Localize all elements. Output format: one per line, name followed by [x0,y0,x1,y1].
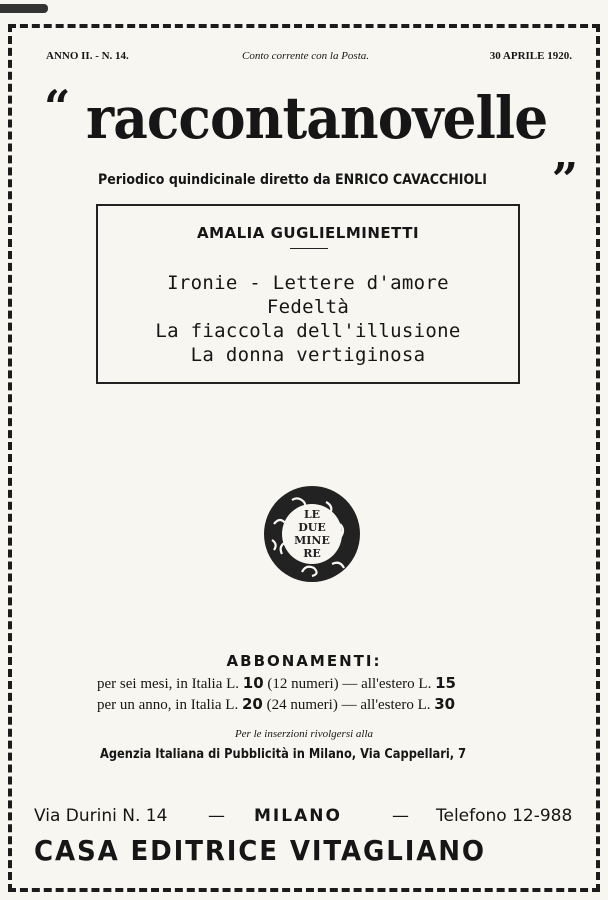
address-city: MILANO [254,806,342,826]
logo-text-line: LE [303,508,321,521]
address-separator: — [392,806,409,826]
subscription-line: per un anno, in Italia L. 20 (24 numeri) — all'estero L. 30 [97,695,456,713]
logo-text-line: MINE [294,534,330,547]
feature-work: La fiaccola dell'illusione [155,320,461,342]
logo-text-line: DUE [298,521,326,534]
logo-text-line: RE [303,547,321,560]
feature-box [96,204,520,384]
corner-mark [0,4,48,13]
address-phone: Telefono 12-988 [436,806,573,826]
decorative-emblem-icon [262,484,362,584]
magazine-subtitle: Periodico quindicinale diretto da ENRICO CAVACCHIOLI [98,172,487,188]
divider [290,248,328,249]
subscriptions-title: ABBONAMENTI: [226,652,382,670]
feature-work: La donna vertiginosa [190,344,426,366]
publisher-name: CASA EDITRICE VITAGLIANO [34,834,486,867]
open-quote: “ [44,80,71,134]
close-quote: „ [552,126,579,180]
issue-date: 30 APRILE 1920. [489,50,572,62]
ads-agency: Agenzia Italiana di Pubblicità in Milano, Via Cappellari, 7 [100,747,467,762]
address-street: Via Durini N. 14 [34,806,168,826]
feature-work: Ironie - Lettere d'amore [167,272,449,294]
address-separator: — [208,806,225,826]
postal-note: Conto corrente con la Posta. [242,50,369,62]
issue-number: ANNO II. - N. 14. [46,50,129,62]
subscription-line: per sei mesi, in Italia L. 10 (12 numeri) — all'estero L. 15 [97,674,456,692]
feature-work: Fedeltà [266,296,350,318]
magazine-title: raccontanovelle [86,84,548,152]
feature-author: AMALIA GUGLIELMINETTI [196,224,420,242]
ads-label: Per le inserzioni rivolgersi alla [234,728,374,740]
